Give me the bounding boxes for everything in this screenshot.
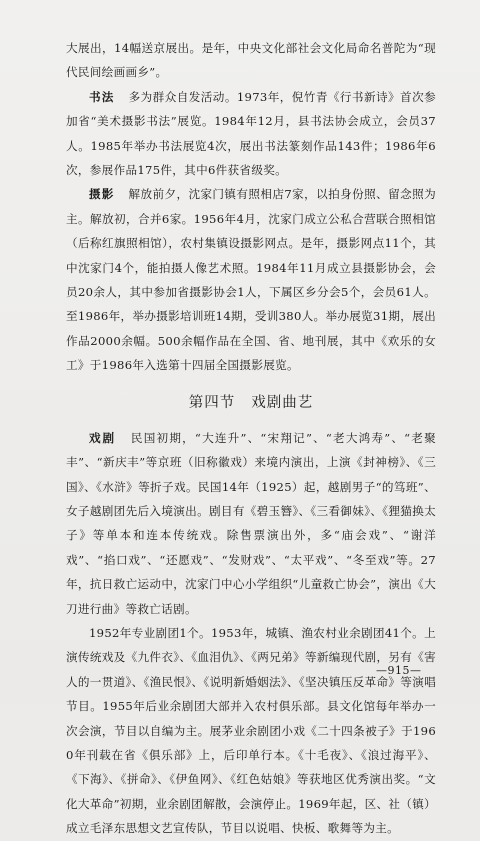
section-heading [66,390,436,416]
page-number: —915— [376,664,422,677]
paragraph-drama-1952 [66,621,436,841]
paragraph-text: 1952年专业剧团1个。1953年，城镇、渔农村业余剧团41个。上演传统戏及《九件衣》、《血泪仇》、《两兄弟》等新编现代剧，另有《害人的一贯道》、《渔民恨》、《说明新婚姻法》、《坚决镇压反革命》等演唱节目。1955年后业余剧团大部并入农村俱乐部。县文化馆每年举办一次会演，节目以自编为主。展茅业余剧团小戏《二十四条被子》于1960年刊载在省《俱乐部》上，后印单行本。《十毛夜》、《浪过海平》、《下海》、《拼命》、《伊鱼网》、《红色姑娘》等获地区优秀演出奖。“文化大革命”初期，业余剧团解散，会演停止。1969年起，区、社（镇）成立毛泽东思想文艺宣传队，节目以说唱、快板、歌舞等为主。 [66,625,436,836]
paragraph-text: 解放前夕，沈家门镇有照相店7家，以拍身份照、留念照为主。解放初，合并6家。1956年4月，沈家门成立公私合营联合照相馆（后称红旗照相馆），农村集镇设摄影网点。是年，摄影网点11个，其中沈家门4个，能拍摄人像艺术照。1984年11月成立县摄影协会，会员20余人，其中参加省摄影协会1人，下属区乡分会5个，会员61人。至1986年，举办摄影培训班14期，受训380人。举办展览31期，展出作品2000余幅。500余幅作品在全国、省、地刊展，其中《欢乐的女工》于1986年入选第十四届全国摄影展览。 [66,187,436,373]
paragraph-text: 民国初期，“大连升”、“宋翔记”、“老大鸿寿”、“老聚丰”、“新庆丰”等京班（旧称徽戏）来境内演出，上演《封神榜》、《三国》、《水浒》等折子戏。民国14年（1925）起，越剧男子“的笃班”、女子越剧团先后入境演出。剧目有《碧玉簪》、《三看御妹》、《狸猫换太子》等单本和连本传统戏。除售票演出外，多“庙会戏”、“谢洋戏”、“掐口戏”、“还愿戏”、“发财戏”、“太平戏”、“冬至戏”等。27年，抗日救亡运动中，沈家门中心小学组织“儿童救亡协会”，演出《大刀进行曲》等救亡话剧。 [66,430,436,616]
section-title: 戏剧曲艺 [251,394,314,411]
entry-term-calligraphy: 书法 [89,89,115,104]
paragraph-text: 多为群众自发活动。1973年，倪竹青《行书新诗》首次参加省“美术摄影书法”展览。1984年12月，县书法协会成立，会员37人。1985年举办书法展览4次，展出书法篆刻作品143件；1986年6次，参展作品175件，其中6件获省级奖。 [66,89,436,178]
paragraph-photography [66,182,436,377]
paragraph-painting-end [66,36,436,85]
paragraph-calligraphy [66,85,436,183]
entry-term-drama: 戏剧 [89,430,117,445]
paragraph-drama [66,426,436,621]
page-content [66,36,436,841]
entry-term-photography: 摄影 [89,187,115,202]
section-number: 第四节 [188,394,236,411]
paragraph-text: 大展出，14幅送京展出。是年，中央文化部社会文化局命名普陀为“现代民间绘画画乡”。 [66,41,436,80]
